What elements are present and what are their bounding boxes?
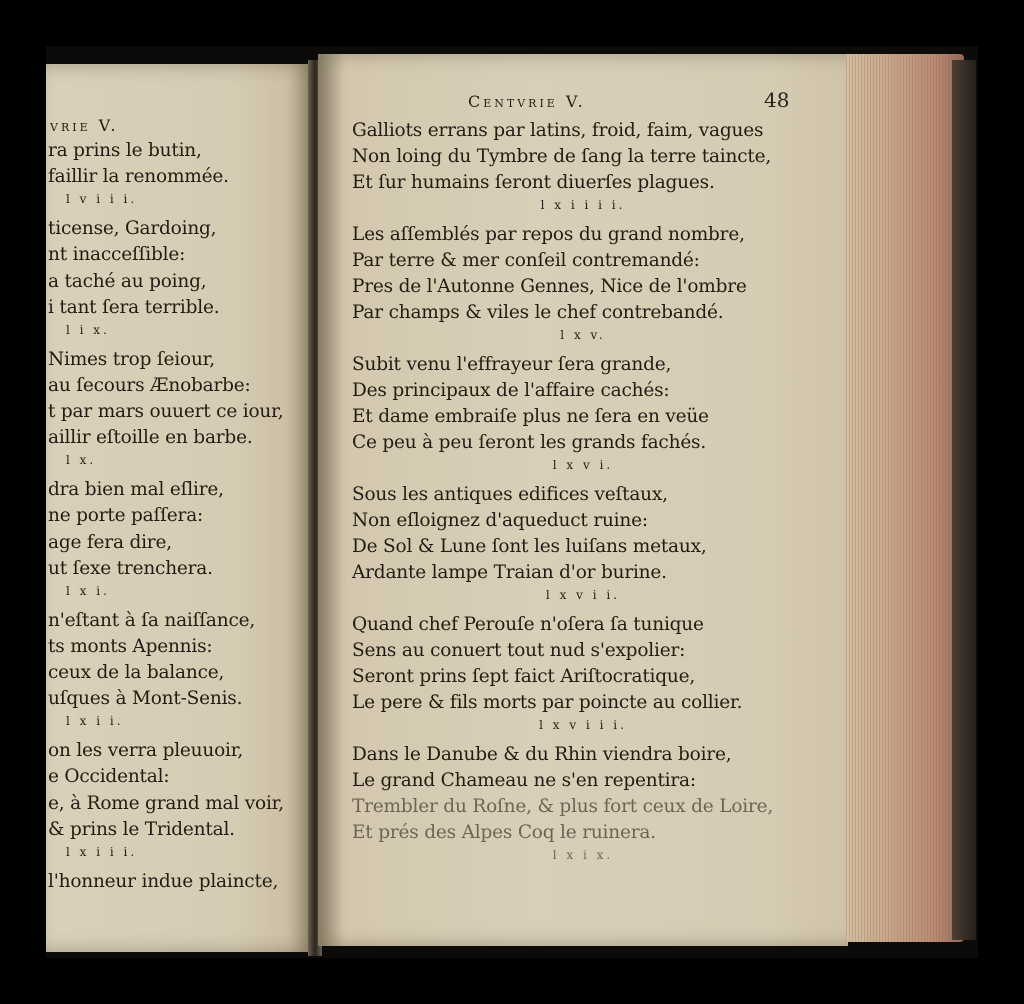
verse-line: Non loing du Tymbre de ſang la terre taincte,	[352, 146, 772, 167]
right-page	[318, 54, 848, 946]
page-block-edge	[846, 54, 964, 942]
verse-line: Dans le Danube & du Rhin viendra boire,	[352, 744, 732, 765]
quatrain-number: l x i i i.	[66, 844, 138, 859]
verse-line: ts monts Apennis:	[48, 635, 213, 657]
running-head: Centvrie V.	[468, 92, 586, 111]
verse-line: ticense, Gardoing,	[48, 218, 217, 240]
quatrain-number: l x i.	[66, 583, 110, 598]
verse-line: De Sol & Lune ſont les luiſans metaux,	[352, 536, 707, 557]
quatrain-number: l v i i i.	[66, 192, 138, 207]
verse-line: Trembler du Roſne, & plus fort ceux de Loire,	[352, 796, 774, 817]
quatrain-number: l x i i.	[66, 714, 124, 729]
quatrain-number: l i x.	[66, 322, 110, 337]
verse-line: n'eſtant à ſa naiſſance,	[48, 609, 256, 631]
verse-line: ne porte paſſera:	[48, 505, 204, 527]
verse-line: Des principaux de l'affaire cachés:	[352, 380, 670, 401]
verse-line: on les verra pleuuoir,	[48, 740, 244, 762]
verse-line: Nimes trop ſeiour,	[48, 348, 215, 370]
verse-line: uſques à Mont-Senis.	[48, 688, 243, 710]
verse-line: ceux de la balance,	[48, 662, 225, 683]
quatrain-number: l x v.	[560, 328, 606, 342]
book-photograph	[46, 46, 978, 958]
verse-line: Galliots errans par latins, froid, faim, vagues	[352, 120, 764, 141]
quatrain-number: l x i x.	[552, 848, 614, 862]
verse-line: Seront prins ſept faict Ariſtocratique,	[352, 666, 696, 687]
verse-line: i tant ſera terrible.	[48, 296, 220, 318]
cover-edge	[952, 60, 976, 940]
verse-line: dra bien mal eſlire,	[48, 479, 224, 501]
left-running-head: vrie V.	[50, 116, 119, 135]
verse-line: Et ſur humains ſeront diuerſes plagues.	[352, 172, 715, 193]
verse-line: Pres de l'Autonne Gennes, Nice de l'ombre	[352, 276, 747, 297]
quatrain-number: l x v i i i.	[539, 718, 627, 732]
verse-line: t par mars ouuert ce iour,	[48, 401, 284, 422]
verse-line: e Occidental:	[48, 766, 170, 788]
verse-line: Ardante lampe Traian d'or burine.	[352, 562, 667, 583]
verse-line: e, à Rome grand mal voir,	[48, 792, 284, 814]
verse-line: a taché au poing,	[48, 270, 207, 292]
verse-line: Quand chef Perouſe n'oſera ſa tunique	[352, 614, 704, 635]
verse-line: Sens au conuert tout nud s'expolier:	[352, 640, 686, 661]
verse-line: Par terre & mer conſeil contremandé:	[352, 250, 700, 271]
verse-line: Et dame embraiſe plus ne ſera en veüe	[352, 406, 709, 427]
left-page	[46, 64, 314, 952]
verse-line: nt inacceſſible:	[48, 244, 186, 266]
quatrain-number: l x v i.	[552, 458, 614, 472]
verse-line: Le pere & fils morts par poincte au collier.	[352, 692, 743, 713]
verse-line: l'honneur indue plaincte,	[48, 870, 279, 892]
verse-line: Ce peu à peu ſeront les grands fachés.	[352, 432, 707, 453]
verse-line: Par champs & viles le chef contrebandé.	[352, 302, 724, 323]
verse-line: faillir la renommée.	[48, 166, 229, 188]
verse-line: ut ſexe trenchera.	[48, 557, 213, 579]
verse-line: ra prins le butin,	[48, 140, 202, 161]
verse-line: aillir eſtoille en barbe.	[48, 427, 253, 449]
verse-line: Sous les antiques edifices veſtaux,	[352, 484, 668, 505]
quatrain-number: l x.	[66, 453, 97, 468]
verse-line: Non eſloignez d'aqueduct ruine:	[352, 510, 648, 531]
verse-line: Et prés des Alpes Coq le ruinera.	[352, 822, 656, 843]
verse-line: Le grand Chameau ne s'en repentira:	[352, 770, 696, 791]
verse-line: au ſecours Ænobarbe:	[48, 374, 251, 396]
verse-line: Les aſſemblés par repos du grand nombre,	[352, 224, 745, 245]
verse-line: & prins le Tridental.	[48, 818, 235, 840]
quatrain-number: l x v i i.	[545, 588, 621, 602]
quatrain-number: l x i i i i.	[540, 198, 626, 212]
page-number: 48	[764, 88, 790, 112]
verse-line: age fera dire,	[48, 531, 172, 553]
verse-line: Subit venu l'effrayeur ſera grande,	[352, 354, 672, 375]
